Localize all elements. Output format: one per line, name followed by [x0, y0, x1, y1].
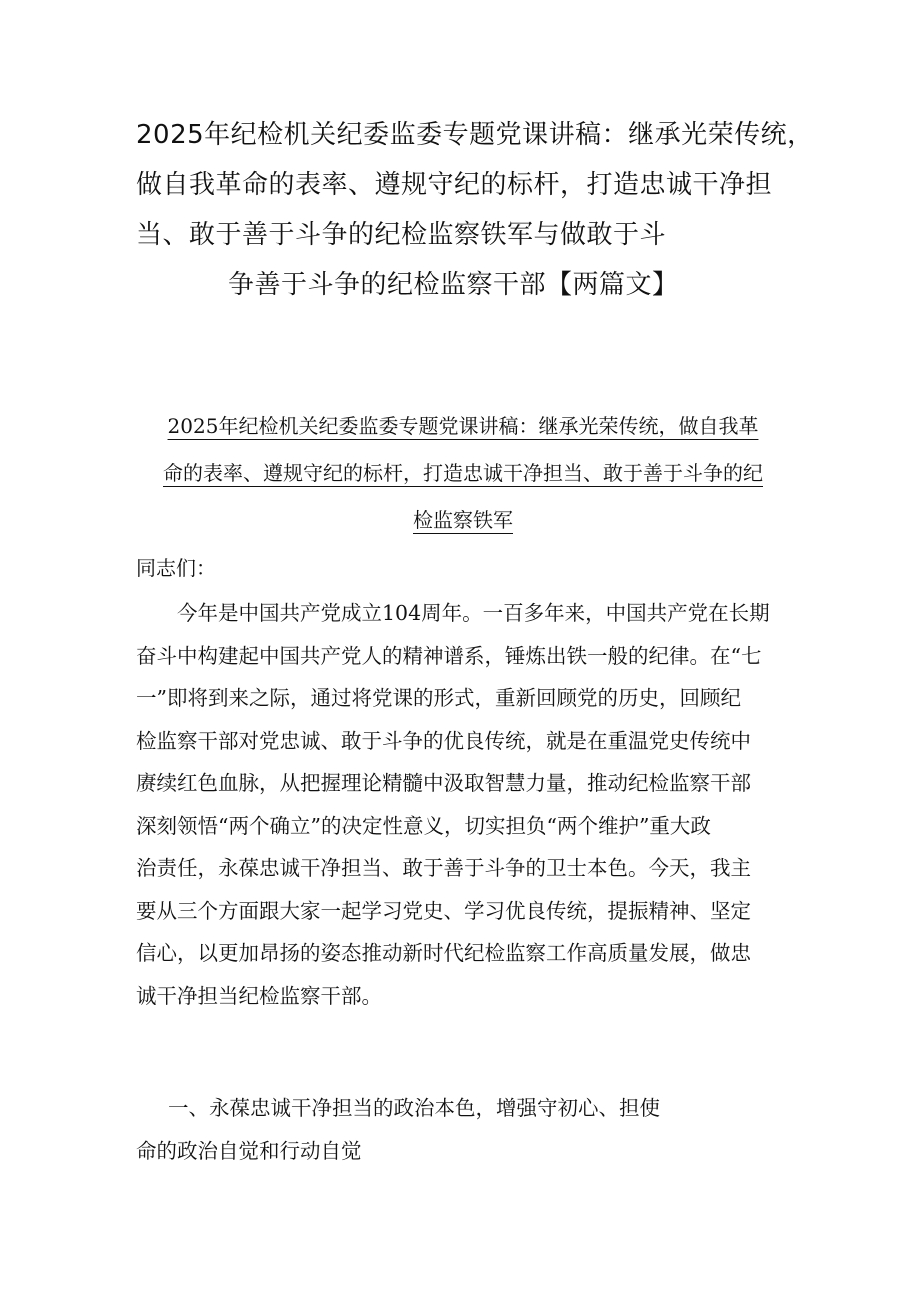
main-title-line: 争善于斗争的纪检监察干部【两篇文】	[228, 270, 679, 300]
paragraph-line: 一”即将到来之际，通过将党课的形式，重新回顾党的历史，回顾纪	[136, 686, 741, 710]
main-title-line: 2025年纪检机关纪委监委专题党课讲稿：继承光荣传统，	[136, 120, 814, 150]
section-heading-line: 一、永葆忠诚干净担当的政治本色，增强守初心、担使	[168, 1096, 660, 1120]
paragraph-line: 信心，以更加昂扬的姿态推动新时代纪检监察工作高质量发展，做忠	[136, 941, 751, 965]
main-title	[136, 110, 814, 310]
paragraph-line: 治责任，永葆忠诚干净担当、敢于善于斗争的卫士本色。今天，我主	[136, 856, 751, 880]
paragraph-line: 检监察干部对党忠诚、敢于斗争的优良传统，就是在重温党史传统中	[136, 728, 751, 753]
sub-title-line: 2025年纪检机关纪委监委专题党课讲稿：继承光荣传统，做自我革	[167, 414, 759, 438]
greeting: 同志们：	[136, 556, 216, 580]
paragraph-line: 诚干净担当纪检监察干部。	[136, 983, 382, 1008]
paragraph-line: 奋斗中构建起中国共产党人的精神谱系，锤炼出铁一般的纪律。在“七	[136, 643, 762, 668]
main-title-line: 做自我革命的表率、遵规守纪的标杆，打造忠诚干净担	[136, 170, 773, 200]
main-title-line: 当、敢于善于斗争的纪检监察铁军与做敢于斗	[136, 220, 667, 250]
paragraph-line: 深刻领悟“两个确立”的决定性意义，切实担负“两个维护”重大政	[136, 813, 711, 838]
sub-title	[138, 403, 788, 544]
paragraph-line: 要从三个方面跟大家一起学习党史、学习优良传统，提振精神、坚定	[136, 898, 751, 923]
section-heading-line: 命的政治自觉和行动自觉	[136, 1138, 362, 1163]
body-paragraph	[136, 592, 796, 1017]
paragraph-line: 今年是中国共产党成立104周年。一百多年来，中国共产党在长期	[136, 601, 770, 625]
paragraph-line: 赓续红色血脉，从把握理论精髓中汲取智慧力量，推动纪检监察干部	[136, 771, 751, 795]
sub-title-line: 检监察铁军	[413, 508, 513, 532]
sub-title-line: 命的表率、遵规守纪的标杆，打造忠诚干净担当、敢于善于斗争的纪	[163, 461, 763, 485]
section-heading	[136, 1087, 796, 1172]
